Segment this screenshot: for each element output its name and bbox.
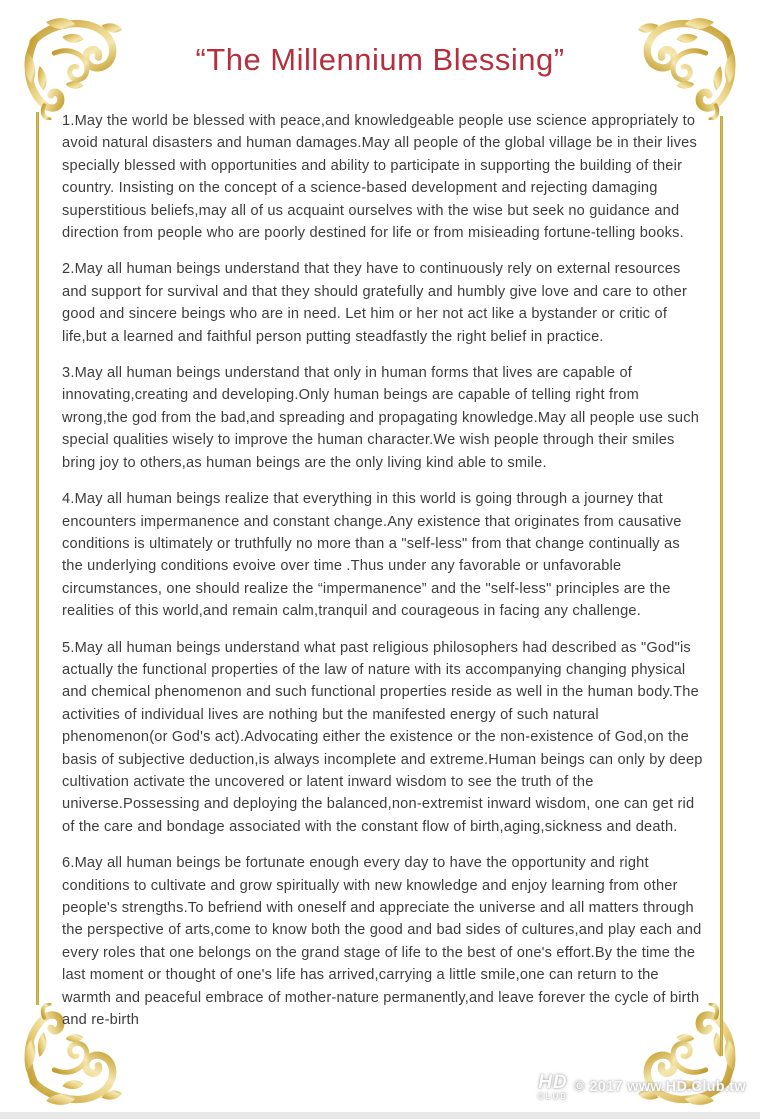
right-border-line (720, 116, 723, 1056)
copyright-text: © 2017 www.HD.Club.tw (574, 1079, 746, 1095)
left-border-line (36, 112, 39, 1005)
paragraph-3: 3.May all human beings understand that only in human forms that lives are capable of innovating,creating and developing.Only human beings are capable of telling right from wrong,the god from the bad,and spreading and propagating knowledge.May all people use such special qualities wisely to improve the human character.We wish people through their smiles bring joy to others,as human beings are the only living kind able to smile. (62, 365, 700, 471)
hdclub-logo-icon (538, 1073, 568, 1101)
page-title: “The Millennium Blessing” (195, 42, 565, 77)
paragraph-5: 5.May all human beings understand what past religious philosophers had described as "God"is actually the functional properties of the law of nature with its accompanying changing physical and chemical phenomenon and such functional properties reside as well in the human body.The activities of individual lives are nothing but the manifested energy of such natural phenomenon(or God's act).Advocating either the existence or the non-existence of God,on the basis of subjective deduction,is always incomplete and extreme.Human beings can only by deep cultivation activate the uncovered or latent inward wisdom to see the truth of the universe.Possessing and deploying the balanced,non-extremist inward wisdom, one can get rid of the care and bondage associated with the constant flow of birth,aging,sickness and death. (62, 639, 703, 835)
hdclub-logo-club: CLUB (537, 1092, 569, 1101)
hdclub-logo-hd: HD (538, 1072, 568, 1093)
paragraph-1: 1.May the world be blessed with peace,and knowledgeable people use science appropriately to avoid natural disasters and human damages.May all people of the global village be in their lives specially blessed with opportunities and ability to participate in supporting the building of their country. Insisting on the concept of a science-based development and rejecting damaging superstitious beliefs,may all of us acquaint ourselves with the wise but seek no guidance and direction from people who are poorly destined for life or from misieading fortune-telling books. (62, 113, 697, 242)
paragraph-6: 6.May all human beings be fortunate enough every day to have the opportunity and right conditions to cultivate and grow spiritually with new knowledge and enjoy learning from other people's strengths.To befriend with oneself and appreciate the universe and all matters through the perspective of arts,come to know both the good and bad sides of cultures,and play each and every roles that one belongs on the grand stage of life to the best of one's effort.By the time the last moment or thought of one's life has arrived,carrying a little smile,one can return to the warmth and peaceful embrace of mother-nature permanently,and leave forever the cycle of birth and re-birth (62, 855, 702, 1029)
watermark (538, 1073, 746, 1101)
bottom-edge-strip (0, 1112, 760, 1119)
paragraph-4: 4.May all human beings realize that everything in this world is going through a journey that encounters impermanence and constant change.Any existence that originates from causative conditions is ultimately or truthfully no more than a "self-less" from that change continually as the underlying conditions evoive over time .Thus under any favorable or unfavorable circumstances, one should realize the “impermanence” and the "self-less" principles are the realities of this world,and remain calm,tranquil and courageous in facing any challenge. (62, 491, 682, 620)
paragraph-2: 2.May all human beings understand that they have to continuously rely on external resources and support for survival and that they should gratefully and humbly give love and care to other good and sincere beings who are in need. Let him or her not act like a bystander or critic of life,but a learned and faithful person putting steadfastly the right belief in practice. (62, 261, 688, 345)
document-body (62, 110, 703, 1045)
